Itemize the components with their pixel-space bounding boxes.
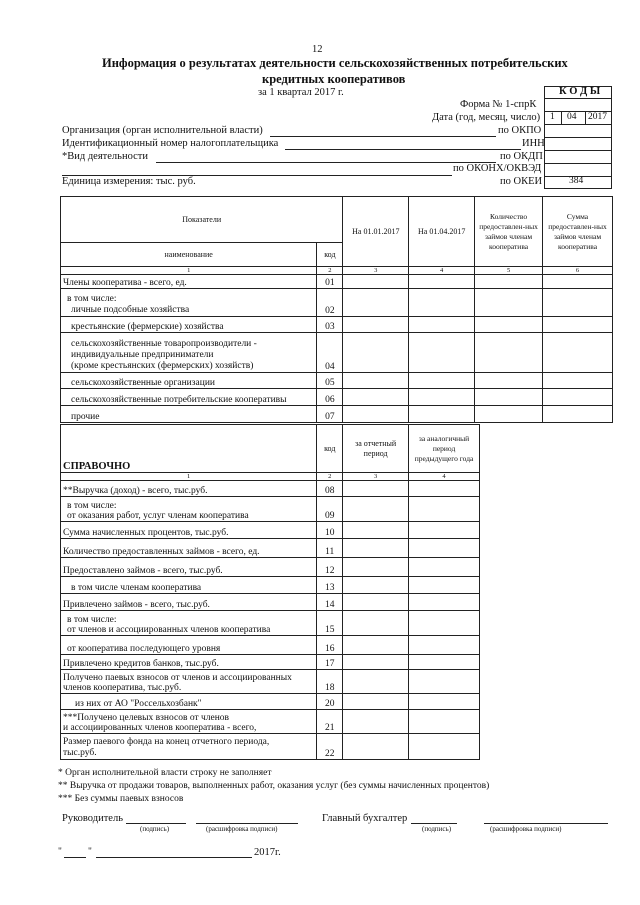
row-code: 04 bbox=[317, 333, 343, 373]
table-row bbox=[61, 275, 613, 289]
colnum-6: 6 bbox=[543, 267, 613, 275]
row-name: Размер паевого фонда на конец отчетного периода, bbox=[63, 737, 270, 747]
page-number: 12 bbox=[312, 44, 323, 55]
reference-table bbox=[60, 424, 480, 760]
inn-field[interactable] bbox=[285, 149, 521, 150]
value-cell[interactable] bbox=[409, 734, 480, 760]
value-cell[interactable] bbox=[475, 289, 543, 317]
value-cell[interactable] bbox=[343, 481, 409, 497]
value-cell[interactable] bbox=[543, 373, 613, 389]
inn-label-left: Идентификационный номер налогоплательщика bbox=[62, 138, 279, 149]
okei-label: по ОКЕИ bbox=[500, 176, 543, 187]
date-cells bbox=[544, 111, 612, 125]
value-cell[interactable] bbox=[409, 670, 480, 694]
value-cell[interactable] bbox=[409, 481, 480, 497]
row-name-2: индивидуальные предприниматели bbox=[71, 350, 214, 360]
value-cell[interactable] bbox=[409, 389, 475, 406]
value-cell[interactable] bbox=[543, 406, 613, 423]
form-code-cell bbox=[544, 98, 612, 112]
okei-value: 384 bbox=[569, 176, 584, 186]
row-name: от кооператива последующего уровня bbox=[61, 636, 317, 655]
value-cell[interactable] bbox=[409, 577, 480, 594]
value-cell[interactable] bbox=[343, 710, 409, 734]
okdp-label: по ОКДП bbox=[500, 151, 543, 162]
row-name: Предоставлено займов - всего, тыс.руб. bbox=[61, 558, 317, 577]
value-cell[interactable] bbox=[343, 317, 409, 333]
table-row bbox=[61, 539, 480, 558]
row-code: 14 bbox=[317, 594, 343, 611]
row-name: Сумма начисленных процентов, тыс.руб. bbox=[61, 522, 317, 539]
value-cell[interactable] bbox=[409, 636, 480, 655]
unit-label: Единица измерения: тыс. руб. bbox=[62, 176, 196, 187]
row-name-sub: в том числе: bbox=[67, 294, 117, 304]
footnote-2: ** Выручка от продажи товаров, выполненных работ, оказания услуг (без суммы начисленных процентов) bbox=[58, 781, 490, 791]
date-day[interactable]: 1 bbox=[550, 112, 555, 122]
row-code: 18 bbox=[317, 670, 343, 694]
row-name: сельскохозяйственные потребительские кооперативы bbox=[61, 389, 317, 406]
colnum-1: 1 bbox=[61, 267, 317, 275]
date-year[interactable]: 2017 bbox=[588, 112, 607, 122]
header-date1: На 01.01.2017 bbox=[343, 197, 409, 267]
head-sign-caption: (подпись) bbox=[140, 825, 170, 833]
value-cell[interactable] bbox=[343, 275, 409, 289]
head-decode-field[interactable] bbox=[196, 823, 298, 824]
row-name-2: тыс.руб. bbox=[63, 748, 97, 758]
table-row bbox=[61, 636, 480, 655]
table-row bbox=[61, 389, 613, 406]
row-code: 11 bbox=[317, 539, 343, 558]
header-loan-count: Количество предоставлен-ных займов членам кооператива bbox=[475, 197, 543, 267]
footnote-3: *** Без суммы паевых взносов bbox=[58, 794, 184, 804]
table-row bbox=[61, 481, 480, 497]
value-cell[interactable] bbox=[343, 389, 409, 406]
value-cell[interactable] bbox=[343, 734, 409, 760]
value-cell[interactable] bbox=[409, 317, 475, 333]
okei-cell bbox=[544, 176, 612, 189]
value-cell[interactable] bbox=[343, 670, 409, 694]
row-name: прочие bbox=[61, 406, 317, 423]
value-cell[interactable] bbox=[543, 317, 613, 333]
value-cell[interactable] bbox=[343, 694, 409, 710]
header-code: код bbox=[317, 243, 343, 267]
date-label: Дата (год, месяц, число) bbox=[432, 112, 541, 123]
ref-colnum-4: 4 bbox=[409, 473, 480, 481]
org-field[interactable] bbox=[270, 136, 496, 137]
header-loan-sum: Сумма предоставлен-ных займов членам кооператива bbox=[543, 197, 613, 267]
value-cell[interactable] bbox=[475, 275, 543, 289]
table-row bbox=[61, 734, 480, 760]
row-name-sub: в том числе: bbox=[67, 501, 117, 511]
row-code: 17 bbox=[317, 655, 343, 670]
value-cell[interactable] bbox=[543, 333, 613, 373]
table-row bbox=[61, 611, 480, 636]
okpo-cell[interactable] bbox=[544, 124, 612, 138]
table-row bbox=[61, 558, 480, 577]
row-code: 09 bbox=[317, 497, 343, 522]
activity-label: *Вид деятельности bbox=[62, 151, 148, 162]
value-cell[interactable] bbox=[409, 694, 480, 710]
activity-field[interactable] bbox=[156, 162, 496, 163]
sign-month-field[interactable] bbox=[96, 857, 252, 858]
row-name: от членов и ассоциированных членов кооператива bbox=[67, 625, 271, 635]
accountant-sign-caption: (подпись) bbox=[422, 825, 452, 833]
row-code: 05 bbox=[317, 373, 343, 389]
value-cell[interactable] bbox=[409, 710, 480, 734]
row-code: 06 bbox=[317, 389, 343, 406]
value-cell[interactable] bbox=[409, 497, 480, 522]
value-cell[interactable] bbox=[343, 539, 409, 558]
row-code: 22 bbox=[317, 734, 343, 760]
colnum-3: 3 bbox=[343, 267, 409, 275]
form-label: Форма № 1-спрК bbox=[460, 99, 537, 110]
date-quote-close: " bbox=[88, 847, 92, 857]
value-cell[interactable] bbox=[343, 406, 409, 423]
okdp-cell[interactable] bbox=[544, 150, 612, 164]
inn-cell[interactable] bbox=[544, 137, 612, 151]
table-row bbox=[61, 694, 480, 710]
row-name: ***Получено целевых взносов от членов bbox=[63, 713, 230, 723]
okonh-cell[interactable] bbox=[544, 163, 612, 177]
row-code: 21 bbox=[317, 710, 343, 734]
value-cell[interactable] bbox=[409, 558, 480, 577]
value-cell[interactable] bbox=[409, 539, 480, 558]
value-cell[interactable] bbox=[343, 373, 409, 389]
row-name: из них от АО "Россельхозбанк" bbox=[61, 694, 317, 710]
colnum-5: 5 bbox=[475, 267, 543, 275]
sign-year: 2017г. bbox=[254, 847, 281, 858]
value-cell[interactable] bbox=[475, 389, 543, 406]
row-code: 07 bbox=[317, 406, 343, 423]
value-cell[interactable] bbox=[409, 289, 475, 317]
okpo-label: по ОКПО bbox=[498, 125, 542, 136]
ref-header-code: код bbox=[317, 425, 343, 473]
row-code: 20 bbox=[317, 694, 343, 710]
codes-header: К О Д Ы bbox=[559, 86, 601, 97]
date-quote-open: " bbox=[58, 847, 62, 857]
value-cell[interactable] bbox=[409, 333, 475, 373]
ref-header-current: за отчетный период bbox=[343, 425, 409, 473]
row-code: 10 bbox=[317, 522, 343, 539]
value-cell[interactable] bbox=[343, 497, 409, 522]
value-cell[interactable] bbox=[475, 333, 543, 373]
row-name: **Выручка (доход) - всего, тыс.руб. bbox=[61, 481, 317, 497]
page-title: Информация о результатах деятельности сельскохозяйственных потребительских bbox=[102, 56, 568, 70]
value-cell[interactable] bbox=[409, 373, 475, 389]
org-label: Организация (орган исполнительной власти) bbox=[62, 125, 263, 136]
row-name: от оказания работ, услуг членам кооператива bbox=[67, 511, 249, 521]
head-signature-field[interactable] bbox=[126, 823, 186, 824]
row-name-2: членов кооператива, тыс.руб. bbox=[63, 683, 182, 693]
row-name: в том числе членам кооператива bbox=[61, 577, 317, 594]
table-row bbox=[61, 497, 480, 522]
row-code: 13 bbox=[317, 577, 343, 594]
table-row bbox=[61, 594, 480, 611]
row-name: крестьянские (фермерские) хозяйства bbox=[61, 317, 317, 333]
table-row bbox=[61, 710, 480, 734]
value-cell[interactable] bbox=[409, 655, 480, 670]
table-row bbox=[61, 670, 480, 694]
row-name: Привлечено кредитов банков, тыс.руб. bbox=[61, 655, 317, 670]
report-period: за 1 квартал 2017 г. bbox=[258, 87, 344, 98]
value-cell[interactable] bbox=[543, 389, 613, 406]
table-row bbox=[61, 289, 613, 317]
value-cell[interactable] bbox=[343, 577, 409, 594]
table-row bbox=[61, 577, 480, 594]
value-cell[interactable] bbox=[409, 594, 480, 611]
table-row bbox=[61, 317, 613, 333]
value-cell[interactable] bbox=[543, 275, 613, 289]
date-month[interactable]: 04 bbox=[567, 112, 577, 122]
row-name-2: и ассоциированных членов кооператива - всего, bbox=[63, 723, 257, 733]
reference-title: СПРАВОЧНО bbox=[61, 425, 317, 473]
ref-header-prev: за аналогичный период предыдущего года bbox=[409, 425, 480, 473]
ref-colnum-2: 2 bbox=[317, 473, 343, 481]
row-code: 03 bbox=[317, 317, 343, 333]
accountant-decode-field[interactable] bbox=[484, 823, 608, 824]
row-code: 01 bbox=[317, 275, 343, 289]
accountant-signature-field[interactable] bbox=[411, 823, 457, 824]
value-cell[interactable] bbox=[343, 611, 409, 636]
head-label: Руководитель bbox=[62, 813, 123, 824]
row-code: 08 bbox=[317, 481, 343, 497]
row-code: 16 bbox=[317, 636, 343, 655]
colnum-4: 4 bbox=[409, 267, 475, 275]
header-date2: На 01.04.2017 bbox=[409, 197, 475, 267]
row-code: 15 bbox=[317, 611, 343, 636]
row-name: Привлечено займов - всего, тыс.руб. bbox=[61, 594, 317, 611]
table-row bbox=[61, 333, 613, 373]
table-row bbox=[61, 522, 480, 539]
row-name-sub: в том числе: bbox=[67, 615, 117, 625]
value-cell[interactable] bbox=[543, 289, 613, 317]
value-cell[interactable] bbox=[409, 611, 480, 636]
value-cell[interactable] bbox=[475, 373, 543, 389]
row-name: Члены кооператива - всего, ед. bbox=[61, 275, 317, 289]
header-indicators: Показатели bbox=[61, 197, 343, 243]
value-cell[interactable] bbox=[343, 558, 409, 577]
value-cell[interactable] bbox=[343, 594, 409, 611]
row-name-3: (кроме крестьянских (фермерских) хозяйств) bbox=[71, 361, 254, 371]
row-code: 02 bbox=[317, 289, 343, 317]
table-row bbox=[61, 655, 480, 670]
row-name: сельскохозяйственные товаропроизводители - bbox=[71, 339, 257, 349]
header-name: наименование bbox=[61, 243, 317, 267]
sign-day-field[interactable] bbox=[64, 857, 86, 858]
head-decode-caption: (расшифровка подписи) bbox=[206, 825, 278, 833]
inn-label: ИНН bbox=[522, 138, 545, 149]
table-row bbox=[61, 373, 613, 389]
value-cell[interactable] bbox=[343, 655, 409, 670]
value-cell[interactable] bbox=[409, 406, 475, 423]
page-title-line2: кредитных кооперативов bbox=[262, 72, 406, 86]
chief-accountant-label: Главный бухгалтер bbox=[322, 813, 408, 824]
ref-colnum-1: 1 bbox=[61, 473, 317, 481]
colnum-2: 2 bbox=[317, 267, 343, 275]
ref-colnum-3: 3 bbox=[343, 473, 409, 481]
accountant-decode-caption: (расшифровка подписи) bbox=[490, 825, 562, 833]
row-code: 12 bbox=[317, 558, 343, 577]
value-cell[interactable] bbox=[475, 406, 543, 423]
value-cell[interactable] bbox=[409, 275, 475, 289]
value-cell[interactable] bbox=[343, 636, 409, 655]
value-cell[interactable] bbox=[343, 289, 409, 317]
value-cell[interactable] bbox=[475, 317, 543, 333]
row-name: Получено паевых взносов от членов и ассоциированных bbox=[63, 673, 292, 683]
value-cell[interactable] bbox=[343, 333, 409, 373]
footnote-1: * Орган исполнительной власти строку не заполняет bbox=[58, 768, 272, 778]
row-name: личные подсобные хозяйства bbox=[71, 305, 190, 315]
indicators-table bbox=[60, 196, 613, 423]
row-name: Количество предоставленных займов - всего, ед. bbox=[61, 539, 317, 558]
row-name: сельскохозяйственные организации bbox=[61, 373, 317, 389]
table-row bbox=[61, 406, 613, 423]
okonh-label: по ОКОНХ/ОКВЭД bbox=[453, 163, 542, 174]
value-cell[interactable] bbox=[343, 522, 409, 539]
value-cell[interactable] bbox=[409, 522, 480, 539]
